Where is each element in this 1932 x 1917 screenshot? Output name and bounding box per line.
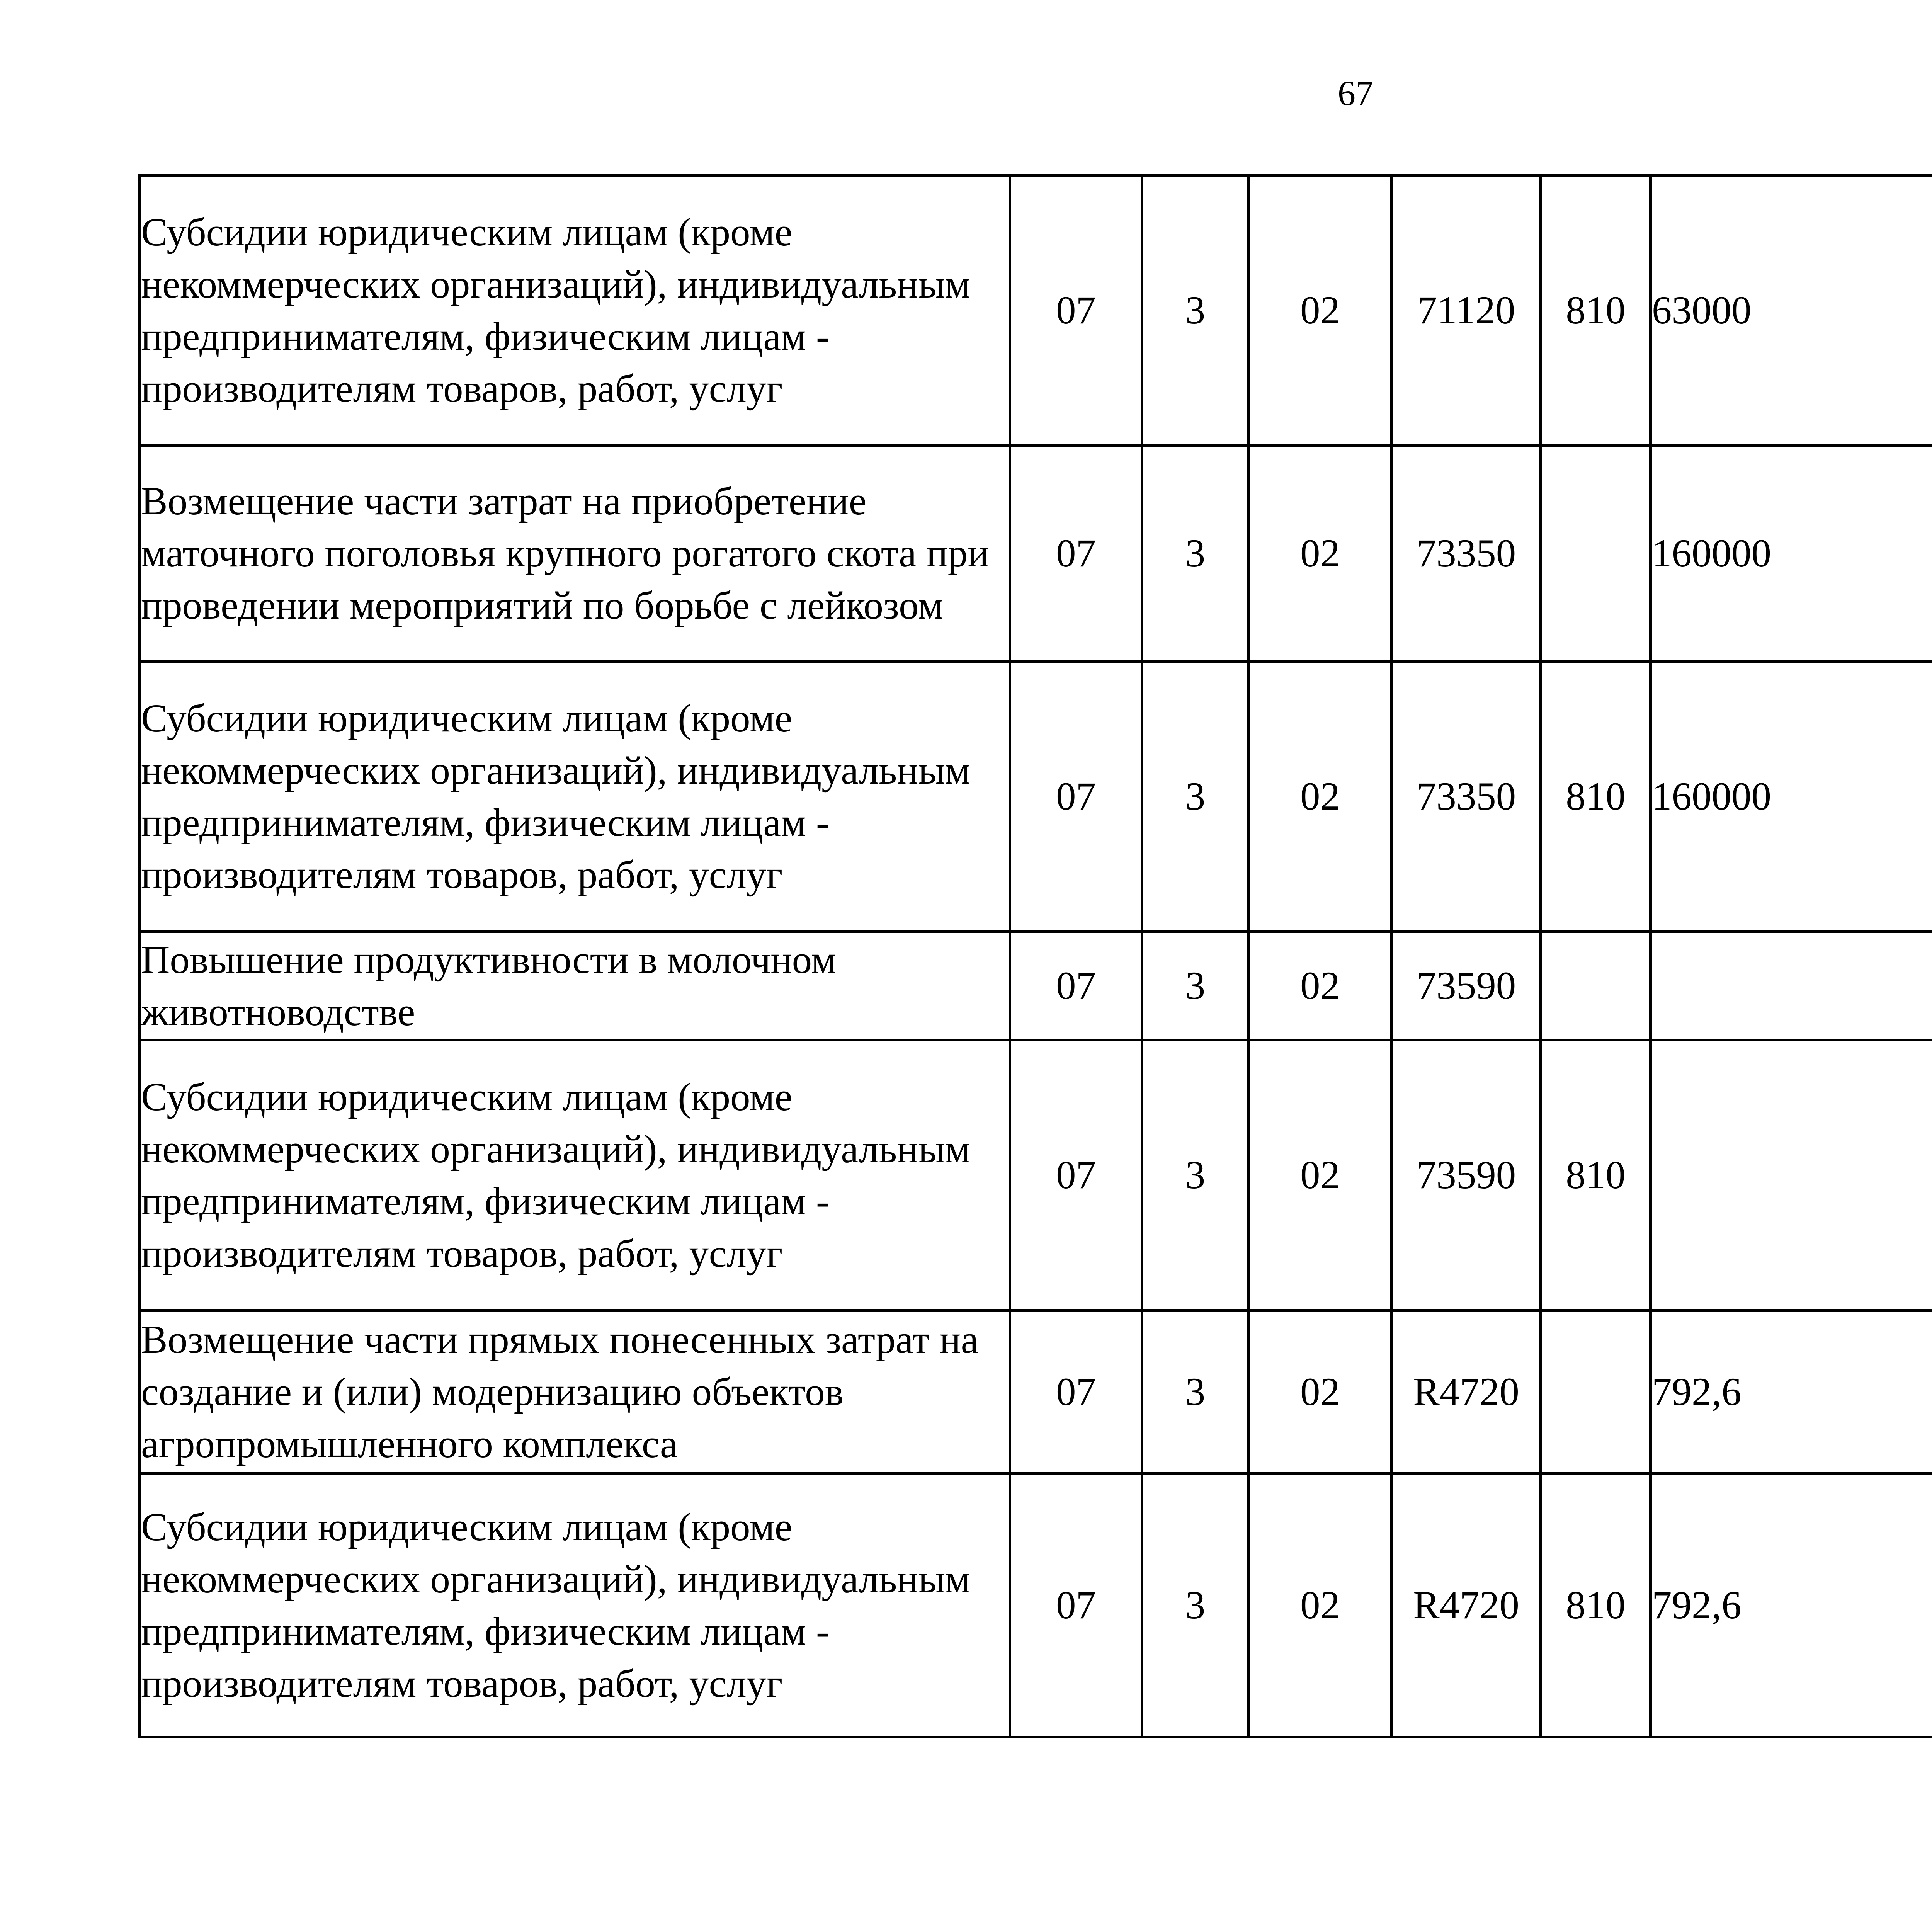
- table-row: [140, 1311, 1932, 1474]
- subprogram-code: 02: [1249, 1474, 1392, 1737]
- target-code: 71120: [1392, 175, 1541, 446]
- expense-type-code: [1541, 932, 1651, 1040]
- sum-year-1: 160000: [1651, 662, 1932, 932]
- sum-year-1: 792,6: [1651, 1474, 1932, 1737]
- target-code: R4720: [1392, 1474, 1541, 1737]
- section-code: 07: [1010, 1474, 1142, 1737]
- section-code: 07: [1010, 662, 1142, 932]
- row-name: Субсидии юридическим лицам (кроме некоммерческих организаций), индивидуальным предпринимателям, физическим лицам - производителям товаров, работ, услуг: [140, 1040, 1010, 1311]
- table-row: [140, 175, 1932, 446]
- row-name: Возмещение части прямых понесенных затрат на создание и (или) модернизацию объектов агропромышленного комплекса: [140, 1311, 1010, 1474]
- expense-type-code: 810: [1541, 1040, 1651, 1311]
- table-row: [140, 1040, 1932, 1311]
- section-code: 07: [1010, 175, 1142, 446]
- sum-year-1: 63000: [1651, 175, 1932, 446]
- subprogram-code: 02: [1249, 446, 1392, 662]
- expense-type-code: 810: [1541, 1474, 1651, 1737]
- program-code: 3: [1142, 1311, 1249, 1474]
- expense-type-code: 810: [1541, 662, 1651, 932]
- subprogram-code: 02: [1249, 1040, 1392, 1311]
- row-name: Субсидии юридическим лицам (кроме некоммерческих организаций), индивидуальным предпринимателям, физическим лицам - производителям товаров, работ, услуг: [140, 1474, 1010, 1737]
- section-code: 07: [1010, 1311, 1142, 1474]
- subprogram-code: 02: [1249, 932, 1392, 1040]
- table-row: [140, 662, 1932, 932]
- subprogram-code: 02: [1249, 175, 1392, 446]
- target-code: 73350: [1392, 446, 1541, 662]
- target-code: 73590: [1392, 932, 1541, 1040]
- expense-type-code: [1541, 446, 1651, 662]
- target-code: 73590: [1392, 1040, 1541, 1311]
- table-row: [140, 932, 1932, 1040]
- program-code: 3: [1142, 446, 1249, 662]
- expense-type-code: 810: [1541, 175, 1651, 446]
- section-code: 07: [1010, 1040, 1142, 1311]
- row-name: Субсидии юридическим лицам (кроме некоммерческих организаций), индивидуальным предпринимателям, физическим лицам - производителям товаров, работ, услуг: [140, 662, 1010, 932]
- program-code: 3: [1142, 662, 1249, 932]
- sum-year-1: 160000: [1651, 446, 1932, 662]
- section-code: 07: [1010, 932, 1142, 1040]
- budget-table: [138, 174, 1932, 1738]
- sum-year-1: [1651, 932, 1932, 1040]
- row-name: Повышение продуктивности в молочном животноводстве: [140, 932, 1010, 1040]
- table-row: [140, 1474, 1932, 1737]
- sum-year-1: [1651, 1040, 1932, 1311]
- expense-type-code: [1541, 1311, 1651, 1474]
- page-number: 67: [1338, 73, 1373, 113]
- program-code: 3: [1142, 932, 1249, 1040]
- subprogram-code: 02: [1249, 1311, 1392, 1474]
- target-code: 73350: [1392, 662, 1541, 932]
- row-name: Субсидии юридическим лицам (кроме некоммерческих организаций), индивидуальным предпринимателям, физическим лицам - производителям товаров, работ, услуг: [140, 175, 1010, 446]
- section-code: 07: [1010, 446, 1142, 662]
- program-code: 3: [1142, 175, 1249, 446]
- table-row: [140, 446, 1932, 662]
- row-name: Возмещение части затрат на приобретение маточного поголовья крупного рогатого скота при проведении мероприятий по борьбе с лейкозом: [140, 446, 1010, 662]
- program-code: 3: [1142, 1474, 1249, 1737]
- program-code: 3: [1142, 1040, 1249, 1311]
- target-code: R4720: [1392, 1311, 1541, 1474]
- subprogram-code: 02: [1249, 662, 1392, 932]
- sum-year-1: 792,6: [1651, 1311, 1932, 1474]
